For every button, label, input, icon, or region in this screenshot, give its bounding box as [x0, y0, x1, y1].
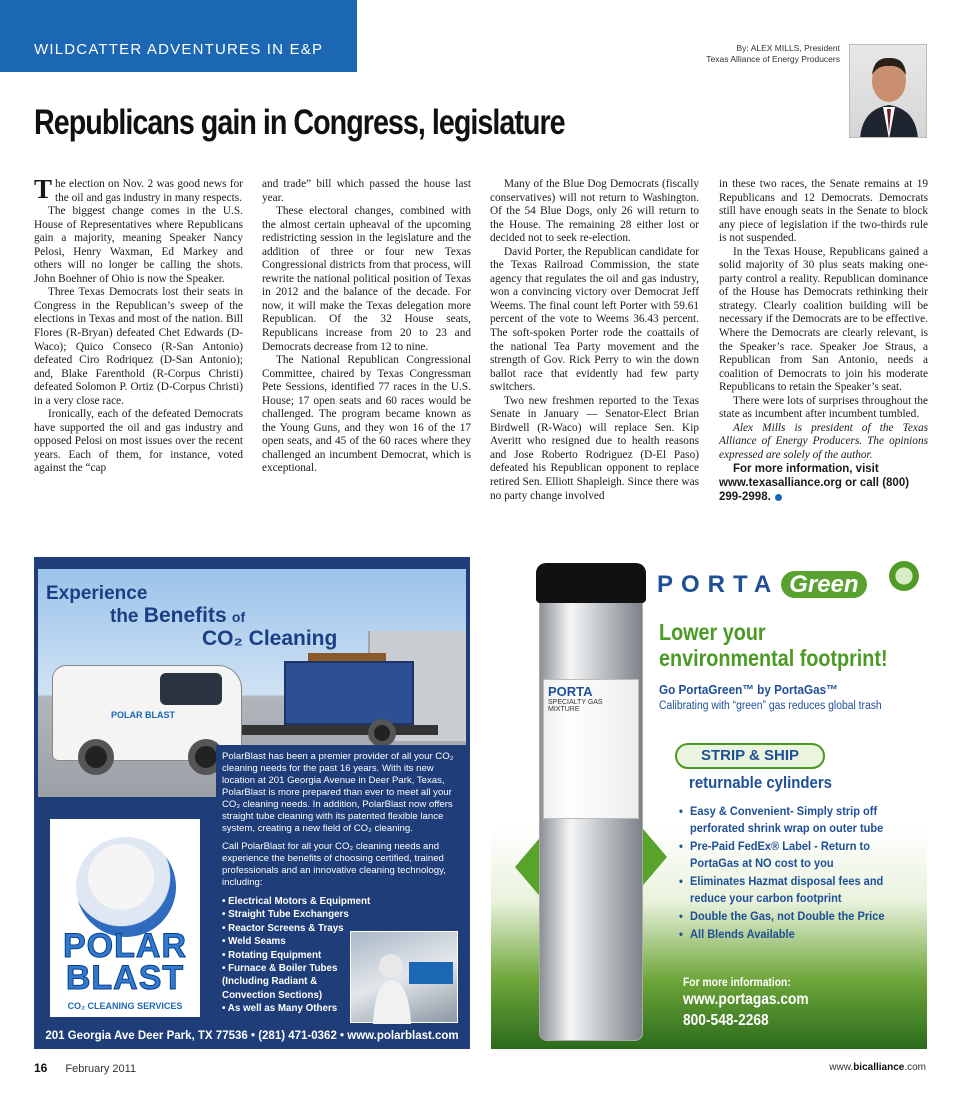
end-mark-icon — [775, 494, 782, 501]
service-item: (Including Radiant & — [222, 976, 318, 988]
article-paragraph: Two new freshmen reported to the Texas Senate in January — Senator-Elect Brian Birdwell (R-Waco) will replace Sen. Kip Averitt who resigned due to health reasons and Jose Roberto Rodriguez (D-El Paso) defeated his Republican opponent to replace retired Sen. Elliott Shapleigh. Since there was no party change involved — [490, 394, 699, 502]
ad-contact[interactable]: For more information: www.portagas.com 800-548-2268 — [683, 975, 809, 1029]
article-paragraph: The National Republican Congressional Committee, chaired by Texas Congressman Pete Sessions, identified 77 races in the U.S. House; 17 open seats and 60 races would be challenged. The program became known as the Young Guns, and they won 16 of the 17 open seats, and 45 of the 60 races where they challenged an incumbent Democrat, which is exceptional. — [262, 354, 471, 475]
page-number: 16 — [34, 1061, 48, 1075]
portagreen-logo: PORTA Green — [657, 571, 867, 599]
ad-contact-footer[interactable]: 201 Georgia Ave Deer Park, TX 77536 • (281) 471-0362 • www.polarblast.com — [45, 1030, 459, 1042]
benefit-item: • Double the Gas, not Double the Price — [679, 908, 905, 925]
article-headline: Republicans gain in Congress, legislature — [34, 103, 565, 142]
cylinder-brand: PORTA — [548, 684, 593, 699]
article-column-3 — [490, 178, 699, 503]
logo-word: POLAR — [63, 927, 187, 965]
service-item: • Rotating Equipment — [222, 949, 322, 961]
service-item: • Reactor Screens & Trays — [222, 922, 344, 934]
truck-wheel — [78, 739, 114, 775]
drop-cap: T — [34, 174, 53, 204]
logo-caption: CO₂ CLEANING SERVICES — [67, 1001, 183, 1011]
article-paragraph: Three Texas Democrats lost their seats in Congress in the Republican’s sweep of the elections in Texas and most of the nation. Bill Flores (R-Bryan) defeated Chet Edwards (D-Waco); Quico Conseco (R-San Antonio) defeated Ciro Rodriquez (D-San Antonio); and, Blake Farenthold (R-Corpus Christi) defeated Solomon P. Ortiz (D-Corpus Christi) in a very close race. — [34, 286, 243, 407]
page-footer-left — [34, 1061, 136, 1075]
cylinder-label — [543, 679, 639, 819]
benefit-item: • All Blends Available — [679, 926, 905, 943]
article-paragraph: In the Texas House, Republicans gained a solid majority of 30 plus seats making one-party control a reality. Republican dominance of the House has Democrats rethinking their strategy. Clearly coalition building will be necessary if the Democrats are to be effective. Where the Democrats are clearly relevant, is the Speaker’s race. Speaker Joe Straus, a Republican from San Antonio, needs a coalition of Democrats to join his moderate Republicans to retain the Speaker’s seat. — [719, 245, 928, 394]
author-bio: Alex Mills is president of the Texas Alliance of Energy Producers. The opinions expressed are solely of the author. — [719, 421, 928, 461]
polar-bear-icon — [76, 837, 176, 937]
article-paragraph: These electoral changes, combined with the almost certain upheaval of the upcoming redistricting session in the legislature and the addition of three or four new Texas Congressional districts from that process, will rewrite the national political position of Texas in 2012 and the balance of the decade. For now, it will make the Texas delegation more Republican. Of the 32 House seats, Republicans increase from 20 to 23 and Democrats decrease from 12 to nine. — [262, 205, 471, 353]
worker-photo — [350, 931, 458, 1023]
ad-subheading: Go PortaGreen™ by PortaGas™ Calibrating with “green” gas reduces global trash — [659, 682, 882, 712]
article-paragraph: David Porter, the Republican candidate for the Texas Railroad Commission, the state agency that regulates the oil and gas industry, won a convincing victory over Democrat Jeff Weems. The final count left Porter with 59.61 percent of the vote to Weems 36.43 percent. The soft-spoken Porter rode the coattails of the national Tea Party movement and the strength of Gov. Rick Perry to win the down ballot race that evidently had few party switchers. — [490, 245, 699, 394]
ad-paragraph: Call PolarBlast for all your CO₂ cleaning needs and experience the benefits of choosing certified, trained professionals and an innovative cleaning technology, including: — [222, 841, 446, 888]
byline-author: By: ALEX MILLS, President — [736, 43, 840, 53]
truck-logo-text: POLAR BLAST — [111, 710, 175, 720]
blast-unit — [284, 661, 414, 725]
ad-url-link: www.portagas.com — [683, 991, 809, 1008]
service-item: Convection Sections) — [222, 989, 323, 1001]
service-item: • Straight Tube Exchangers — [222, 909, 349, 921]
cylinder-cap — [536, 563, 646, 603]
benefit-item: • Eliminates Hazmat disposal fees and reduce your carbon footprint — [679, 873, 905, 907]
polarblast-ad[interactable] — [34, 557, 470, 1049]
benefit-item: • Easy & Convenient- Simply strip off perforated shrink wrap on outer tube — [679, 803, 905, 837]
polarblast-logo — [50, 819, 200, 1017]
flatbed-trailer — [238, 725, 438, 735]
ad-heading: Experience the Benefits of CO₂ Cleaning — [46, 583, 338, 650]
logo-word: BLAST — [65, 959, 185, 997]
trailer-wheel — [368, 719, 396, 747]
service-item: • Electrical Motors & Equipment — [222, 896, 371, 907]
article-paragraph: Ironically, each of the defeated Democrats have supported the oil and gas industry and opposed Pelosi on most issues over the recent years. Each of them, for instance, voted against the “cap — [34, 408, 243, 475]
service-item: • Weld Seams — [222, 936, 286, 948]
article-column-2 — [262, 178, 471, 476]
service-item: • As well as Many Others — [222, 1003, 338, 1015]
service-item: • Furnace & Boiler Tubes — [222, 963, 338, 975]
article-paragraph: The biggest change comes in the U.S. House of Representatives where Republicans gain a majority, meaning Speaker Nancy Pelosi, Henry Waxman, Ed Markey and others will no longer be calling the shots. John Boehner of Ohio is now the Speaker. — [34, 205, 243, 285]
article-column-4 — [719, 178, 928, 504]
article-paragraph: and trade” bill which passed the house last year. — [262, 178, 471, 204]
portagreen-ad[interactable] — [491, 557, 927, 1049]
article-paragraph: Many of the Blue Dog Democrats (fiscally conservatives) will not return to Washington. Of the 54 Blue Dogs, only 26 will return to the House. The remaining 28 either lost or decided not to seek re-election. — [490, 178, 699, 245]
strip-ship-badge: STRIP & SHIP — [675, 743, 825, 769]
author-photo — [849, 44, 927, 138]
section-banner — [0, 0, 357, 72]
contact-cta: For more information, visit www.texasalliance.org or call (800) 299-2998. — [719, 463, 910, 504]
page-footer-site[interactable]: www.bicalliance.com — [829, 1062, 926, 1073]
benefits-list — [679, 803, 925, 944]
truck-window — [160, 673, 222, 705]
issue-date: February 2011 — [65, 1063, 137, 1075]
byline-org: Texas Alliance of Energy Producers — [706, 54, 840, 64]
returnable-heading: returnable cylinders — [689, 773, 833, 792]
benefit-item: • Pre-Paid FedEx® Label - Return to PortaGas at NO cost to you — [679, 838, 905, 872]
article-paragraph: in these two races, the Senate remains at 19 Republicans and 12 Democrats. Democrats still have enough seats in the Senate to block any piece of legislation if the two-thirds rule is not suspended. — [719, 178, 928, 245]
ad-headline: Lower your environmental footprint! — [659, 619, 888, 671]
ad-phone: 800-548-2268 — [683, 1012, 769, 1029]
section-title: WILDCATTER ADVENTURES IN E&P — [34, 41, 324, 58]
byline — [706, 43, 840, 65]
article-paragraph: The election on Nov. 2 was good news for the oil and gas industry in many respects. — [34, 174, 243, 204]
article-paragraph: There were lots of surprises throughout the state as incumbent after incumbent tumbled. — [719, 394, 928, 421]
leaf-icon — [889, 561, 919, 591]
cylinder-label-text: SPECIALTY GAS MIXTURE — [548, 699, 603, 713]
ad-paragraph: PolarBlast has been a premier provider of all your CO₂ cleaning needs for the past 16 years. With its new location at 201 Georgia Avenue in Deer Park, Texas, PolarBlast is more prepared than ever to meet all your CO₂ cleaning needs. In addition, PolarBlast now offers straight tube cleaning with its patented flexible lance system, creating a new field of CO₂ cleaning. — [222, 751, 454, 834]
article-column-1 — [34, 174, 243, 476]
